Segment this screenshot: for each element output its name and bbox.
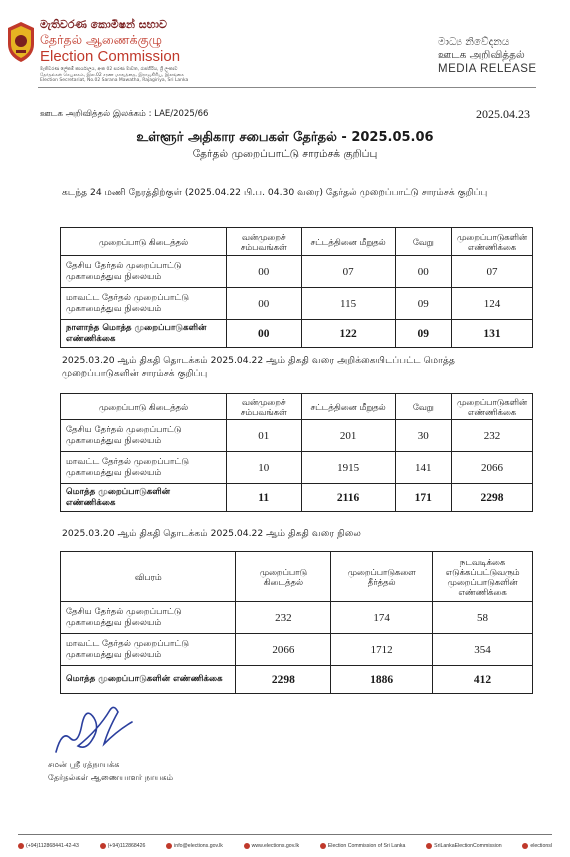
row-label: மொத்த முறைப்பாடுகளின் எண்ணிக்கை — [61, 484, 227, 512]
reference-number: ஊடக அறிவித்தல் இலக்கம் : LAE/2025/66 — [40, 109, 209, 119]
address-sinhala: මැතිවරණ ලේකම් කාර්යාලය, අංක 02 සරණ මාවත, රාජගිරිය, ශ්‍රී ලංකාව — [40, 67, 178, 72]
footer-contacts — [18, 840, 552, 852]
table-header-row — [61, 552, 533, 602]
table-cell: 1712 — [331, 634, 433, 666]
column-header: நடவடிக்கை எடுக்கப்பட்டுவரும் முறைப்பாடுகளின் எண்ணிக்கை — [433, 552, 533, 602]
table-row — [61, 288, 533, 320]
column-header: முறைப்பாடுகளை தீர்த்தல் — [331, 552, 433, 602]
media-release-english: MEDIA RELEASE — [438, 63, 537, 75]
column-header: முறைப்பாடு கிடைத்தல் — [61, 228, 227, 256]
table-cell: 11 — [226, 484, 301, 512]
handwritten-signature — [48, 700, 148, 760]
web-icon — [244, 843, 250, 849]
media-release-sinhala: මාධ්‍ය නිවේදනය — [438, 36, 510, 48]
release-date: 2025.04.23 — [476, 107, 530, 121]
facebook-icon — [426, 843, 432, 849]
fax-icon — [100, 843, 106, 849]
table-cell: 354 — [433, 634, 533, 666]
table-header-row — [61, 228, 533, 256]
media-release-tamil: ஊடக அறிவித்தல் — [438, 49, 525, 61]
table-cell: 141 — [395, 452, 451, 484]
footer-fax: (+94)112868426 — [100, 843, 146, 849]
table-cell: 115 — [301, 288, 395, 320]
table-cell: 1886 — [331, 666, 433, 694]
table-cell: 412 — [433, 666, 533, 694]
youtube-icon — [320, 843, 326, 849]
twitter-icon — [522, 843, 528, 849]
section3-heading: 2025.03.20 ஆம் திகதி தொடக்கம் 2025.04.22 ஆம் திகதி வரை நிலை — [62, 528, 362, 539]
table-cell: 07 — [301, 256, 395, 288]
footer-facebook[interactable]: SriLankaElectionCommission — [426, 843, 501, 849]
table-cell: 10 — [226, 452, 301, 484]
table-cell: 124 — [452, 288, 533, 320]
table-cell: 58 — [433, 602, 533, 634]
last-24-hours-table — [60, 227, 533, 348]
table-cell: 00 — [226, 256, 301, 288]
table-row — [61, 602, 533, 634]
row-label: தேசிய தேர்தல் முறைப்பாட்டு முகாமைத்துவ நிலையம் — [61, 602, 236, 634]
total-row — [61, 484, 533, 512]
table-cell: 2066 — [236, 634, 331, 666]
header-divider — [38, 87, 536, 88]
column-header: முறைப்பாடுகளின் எண்ணிக்கை — [452, 228, 533, 256]
org-name-sinhala: මැතිවරණ කොමිෂන් සභාව — [40, 18, 167, 31]
table-cell: 09 — [395, 288, 451, 320]
column-header: முறைப்பாடு கிடைத்தல் — [61, 394, 227, 420]
footer-phone: (+94)112868441-42-43 — [18, 843, 79, 849]
row-label: மாவட்ட தேர்தல் முறைப்பாட்டு முகாமைத்துவ நிலையம் — [61, 634, 236, 666]
table-cell: 30 — [395, 420, 451, 452]
table-cell: 2298 — [236, 666, 331, 694]
table-cell: 09 — [395, 320, 451, 348]
phone-icon — [18, 843, 24, 849]
total-row — [61, 666, 533, 694]
signatory-title: தேர்தல்கள் ஆணையாளர் நாயகம் — [48, 772, 174, 782]
total-row — [61, 320, 533, 348]
signatory-name: சமன் ஸ்ரீ ரத்நாயக்க — [48, 759, 120, 769]
document-subtitle: தேர்தல் முறைப்பாட்டு சாரம்சக் குறிப்பு — [192, 148, 378, 160]
table-cell: 122 — [301, 320, 395, 348]
row-label: தேசிய தேர்தல் முறைப்பாட்டு முகாமைத்துவ நிலையம் — [61, 420, 227, 452]
org-name-tamil: தேர்தல் ஆணைக்குழு — [40, 32, 162, 47]
table-cell: 201 — [301, 420, 395, 452]
table-cell: 00 — [226, 320, 301, 348]
table-cell: 1915 — [301, 452, 395, 484]
table-cell: 174 — [331, 602, 433, 634]
cumulative-summary-table — [60, 393, 533, 512]
column-header: முறைப்பாடு கிடைத்தல் — [236, 552, 331, 602]
footer-divider — [18, 834, 552, 835]
election-commission-emblem-icon — [4, 20, 38, 64]
footer-youtube[interactable]: Election Commission of Sri Lanka — [320, 843, 406, 849]
footer-twitter[interactable]: electionsl — [522, 843, 552, 849]
section2-heading: 2025.03.20 ஆம் திகதி தொடக்கம் 2025.04.22 ஆம் திகதி வரை அறிக்கையிடப்பட்ட மொத்த முறைப்பாடுகளின் சாரம்சக் குறிப்பு — [62, 355, 455, 379]
row-label: மாவட்ட தேர்தல் முறைப்பாட்டு முகாமைத்துவ நிலையம் — [61, 288, 227, 320]
table-row — [61, 420, 533, 452]
address-english: Election Secretariat, No.02 Sarana Mawatha, Rajagiriya, Sri Lanka — [40, 78, 189, 83]
column-header: வேறு — [395, 394, 451, 420]
row-label: நாளாந்த மொத்த முறைப்பாடுகளின் எண்ணிக்கை — [61, 320, 227, 348]
org-name-english: Election Commission — [40, 48, 181, 65]
footer-email[interactable]: info@elections.gov.lk — [166, 843, 223, 849]
column-header: விபரம் — [61, 552, 236, 602]
column-header: சட்டத்தினை மீறுதல் — [301, 394, 395, 420]
table-header-row — [61, 394, 533, 420]
table-cell: 232 — [236, 602, 331, 634]
table-cell: 232 — [452, 420, 533, 452]
status-table — [60, 551, 533, 694]
row-label: மாவட்ட தேர்தல் முறைப்பாட்டு முகாமைத்துவ நிலையம் — [61, 452, 227, 484]
column-header: வேறு — [395, 228, 451, 256]
table-cell: 171 — [395, 484, 451, 512]
table-cell: 2298 — [452, 484, 533, 512]
column-header: முறைப்பாடுகளின் எண்ணிக்கை — [452, 394, 533, 420]
table-cell: 2066 — [452, 452, 533, 484]
table-row — [61, 256, 533, 288]
column-header: வன்முறைச் சம்பவங்கள் — [226, 394, 301, 420]
table-cell: 00 — [395, 256, 451, 288]
row-label: மொத்த முறைப்பாடுகளின் எண்ணிக்கை — [61, 666, 236, 694]
section1-heading: கடந்த 24 மணி நேரத்திற்குள் (2025.04.22 பி.ப. 04.30 வரை) தேர்தல் முறைப்பாட்டு சாரம்சக் குறிப்பு — [62, 187, 488, 198]
table-cell: 01 — [226, 420, 301, 452]
row-label: தேசிய தேர்தல் முறைப்பாட்டு முகாமைத்துவ நிலையம் — [61, 256, 227, 288]
footer-website[interactable]: www.elections.gov.lk — [244, 843, 299, 849]
address-tamil: தேர்தல்கள் செயலகம், இல.02 சரண மாவத்தை, இராஜகிரிய, இலங்கை — [40, 73, 185, 78]
table-cell: 07 — [452, 256, 533, 288]
column-header: வன்முறைச் சம்பவங்கள் — [226, 228, 301, 256]
document-title: உள்ளூர் அதிகார சபைகள் தேர்தல் - 2025.05.06 — [136, 130, 434, 145]
letterhead — [0, 0, 570, 95]
table-row — [61, 634, 533, 666]
table-cell: 2116 — [301, 484, 395, 512]
table-cell: 131 — [452, 320, 533, 348]
column-header: சட்டத்தினை மீறுதல் — [301, 228, 395, 256]
email-icon — [166, 843, 172, 849]
table-row — [61, 452, 533, 484]
table-cell: 00 — [226, 288, 301, 320]
